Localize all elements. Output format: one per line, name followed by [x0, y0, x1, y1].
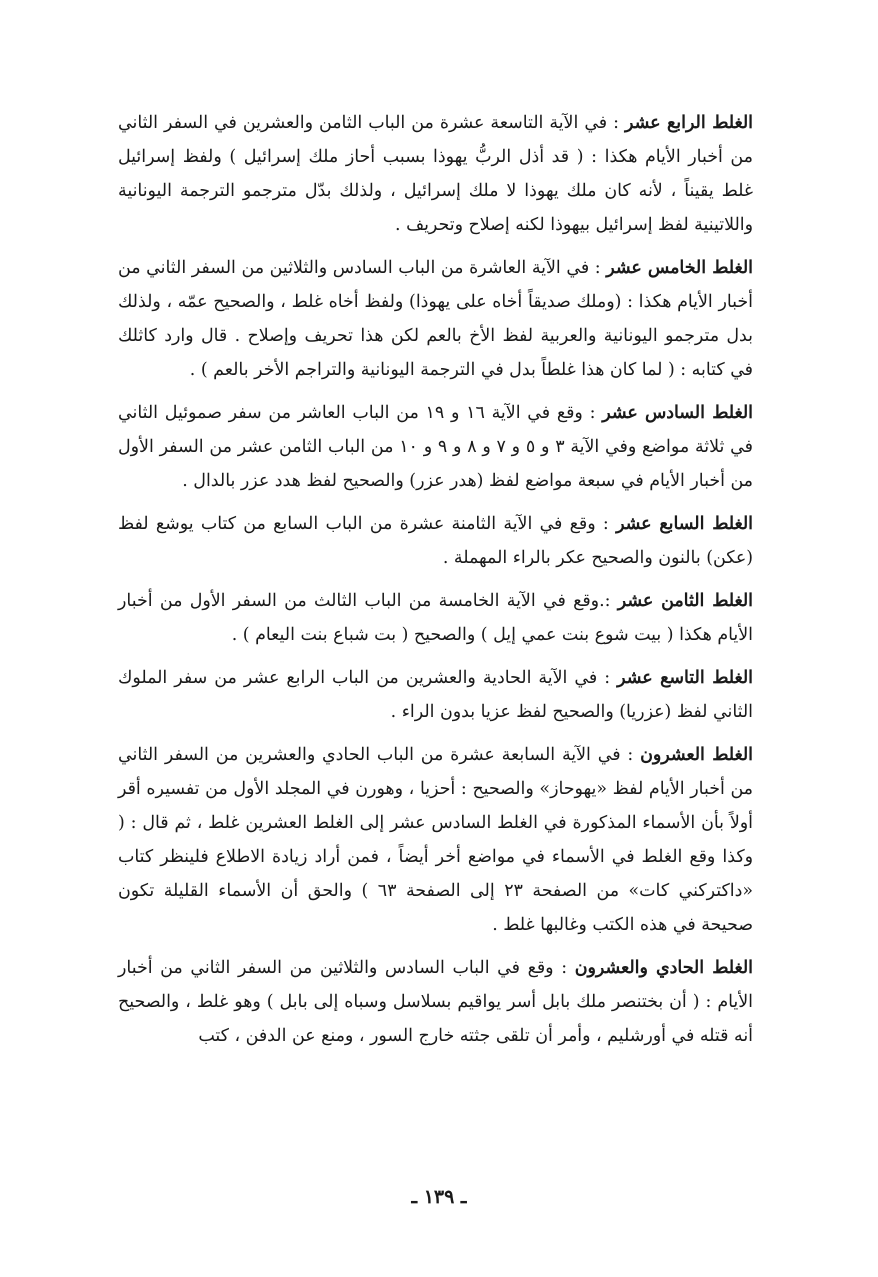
main-text	[118, 106, 753, 1062]
paragraph-heading: الغلط الخامس عشر	[606, 258, 753, 278]
paragraph-body: وقع في الآية ١٦ و ١٩ من الباب العاشر من سفر صموئيل الثاني في ثلاثة مواضع وفي الآية ٣ و ٥ و ٧ و ٨ و ٩ و ١٠ من الباب الثامن عشر من السفر الأول من أخبار الأيام في سبعة مواضع لفظ (هدر عزر) والصحيح لفظ هدد عزر بالدال .	[118, 403, 753, 491]
paragraph-body: وقع في الباب السادس والثلاثين من السفر الثاني من أخبار الأيام : ( أن بختنصر ملك بابل أسر يواقيم بسلاسل وسباه إلى بابل ) وهو غلط ، والصحيح أنه قتله في أورشليم ، وأمر أن تلقى جثته خارج السور ، ومنع عن الدفن ، كتب	[118, 958, 753, 1046]
paragraph-19: الغلط التاسع عشر : في الآية الحادية والعشرين من الباب الرابع عشر من سفر الملوك الثاني لفظ (عزريا) والصحيح لفظ عزيا بدون الراء .	[118, 668, 753, 722]
paragraph-heading: الغلط السادس عشر	[602, 403, 753, 423]
paragraph-body: .وقع في الآية الخامسة من الباب الثالث من السفر الأول من أخبار الأيام هكذا ( بيت شوع بنت عمي إيل ) والصحيح ( بت شباع بنت اليعام ) .	[118, 591, 753, 645]
paragraph-heading: الغلط السابع عشر	[616, 514, 753, 534]
paragraph-body: في الآية السابعة عشرة من الباب الحادي والعشرين من السفر الثاني من أخبار الأيام لفظ «يهوحاز» والصحيح : أحزيا ، وهورن في المجلد الأول من تفسيره أقر أولاً بأن الأسماء المذكورة في الغلط السادس عشر إلى الغلط العشرين غلط ، ثم قال : ( وكذا وقع الغلط في الأسماء في مواضع أخر أيضاً ، فمن أراد زيادة الاطلاع فلينظر كتاب «داكتركني كات» من الصفحة ٢٣ إلى الصفحة ٦٣ ) والحق أن الأسماء القليلة تكون صحيحة في هذه الكتب وغالبها غلط .	[118, 745, 753, 935]
paragraph-20: الغلط العشرون : في الآية السابعة عشرة من الباب الحادي والعشرين من السفر الثاني من أخبار الأيام لفظ «يهوحاز» والصحيح : أحزيا ، وهورن في المجلد الأول من تفسيره أقر أولاً بأن الأسماء المذكورة في الغلط السادس عشر إلى الغلط العشرين غلط ، ثم قال : ( وكذا وقع الغلط في الأسماء في مواضع أخر أيضاً ، فمن أراد زيادة الاطلاع فلينظر كتاب «داكتركني كات» من الصفحة ٢٣ إلى الصفحة ٦٣ ) والحق أن الأسماء القليلة تكون صحيحة في هذه الكتب وغالبها غلط .	[118, 745, 754, 935]
paragraph-body: وقع في الآية الثامنة عشرة من الباب السابع من كتاب يوشع لفظ (عكن) بالنون والصحيح عكر بالراء المهملة .	[118, 514, 753, 568]
paragraph-body: في الآية الحادية والعشرين من الباب الرابع عشر من سفر الملوك الثاني لفظ (عزريا) والصحيح لفظ عزيا بدون الراء .	[118, 668, 753, 722]
page-number: ـ ١٣٩ ـ	[411, 1186, 467, 1208]
paragraph-18: الغلط الثامن عشر :.وقع في الآية الخامسة من الباب الثالث من السفر الأول من أخبار الأيام هكذا ( بيت شوع بنت عمي إيل ) والصحيح ( بت شباع بنت اليعام ) .	[118, 591, 753, 645]
paragraph-body: في الآية التاسعة عشرة من الباب الثامن والعشرين في السفر الثاني من أخبار الأيام هكذا : ( قد أذل الربُّ يهوذا بسبب أحاز ملك إسرائيل ) ولفظ إسرائيل غلط يقيناً ، لأنه كان ملك يهوذا لا ملك إسرائيل ، ولذلك بدّل مترجمو الترجمة اليونانية واللاتينية لفظ إسرائيل بيهوذا لكنه إصلاح وتحريف .	[118, 113, 753, 235]
paragraph-14: الغلط الرابع عشر : في الآية التاسعة عشرة من الباب الثامن والعشرين في السفر الثاني من أخبار الأيام هكذا : ( قد أذل الربُّ يهوذا بسبب أحاز ملك إسرائيل ) ولفظ إسرائيل غلط يقيناً ، لأنه كان ملك يهوذا لا ملك إسرائيل ، ولذلك بدّل مترجمو الترجمة اليونانية واللاتينية لفظ إسرائيل بيهوذا لكنه إصلاح وتحريف .	[118, 113, 753, 235]
paragraph-heading: الغلط التاسع عشر	[617, 668, 753, 688]
paragraph-15: الغلط الخامس عشر : في الآية العاشرة من الباب السادس والثلاثين من السفر الثاني من أخبار الأيام هكذا : (وملك صديقاً أخاه على يهوذا) ولفظ أخاه غلط ، والصحيح عمّه ، ولذلك بدل مترجمو اليونانية والعربية لفظ الأخ بالعم لكن هذا تحريف وإصلاح . قال وارد كاثلك في كتابه : ( لما كان هذا غلطاً بدل في الترجمة اليونانية والتراجم الأخر بالعم ) .	[118, 258, 753, 380]
paragraph-heading: الغلط العشرون	[640, 745, 754, 765]
paragraph-body: في الآية العاشرة من الباب السادس والثلاثين من السفر الثاني من أخبار الأيام هكذا : (وملك صديقاً أخاه على يهوذا) ولفظ أخاه غلط ، والصحيح عمّه ، ولذلك بدل مترجمو اليونانية والعربية لفظ الأخ بالعم لكن هذا تحريف وإصلاح . قال وارد كاثلك في كتابه : ( لما كان هذا غلطاً بدل في الترجمة اليونانية والتراجم الأخر بالعم ) .	[118, 258, 753, 380]
paragraph-heading: الغلط الحادي والعشرون	[574, 958, 753, 978]
paragraph-16: الغلط السادس عشر : وقع في الآية ١٦ و ١٩ من الباب العاشر من سفر صموئيل الثاني في ثلاثة مواضع وفي الآية ٣ و ٥ و ٧ و ٨ و ٩ و ١٠ من الباب الثامن عشر من السفر الأول من أخبار الأيام في سبعة مواضع لفظ (هدر عزر) والصحيح لفظ هدد عزر بالدال .	[118, 403, 753, 491]
paragraph-heading: الغلط الرابع عشر	[625, 113, 753, 133]
paragraph-17: الغلط السابع عشر : وقع في الآية الثامنة عشرة من الباب السابع من كتاب يوشع لفظ (عكن) بالنون والصحيح عكر بالراء المهملة .	[118, 514, 753, 568]
paragraph-21: الغلط الحادي والعشرون : وقع في الباب السادس والثلاثين من السفر الثاني من أخبار الأيام : ( أن بختنصر ملك بابل أسر يواقيم بسلاسل وسباه إلى بابل ) وهو غلط ، والصحيح أنه قتله في أورشليم ، وأمر أن تلقى جثته خارج السور ، ومنع عن الدفن ، كتب	[118, 958, 753, 1046]
paragraph-heading: الغلط الثامن عشر	[617, 591, 753, 611]
